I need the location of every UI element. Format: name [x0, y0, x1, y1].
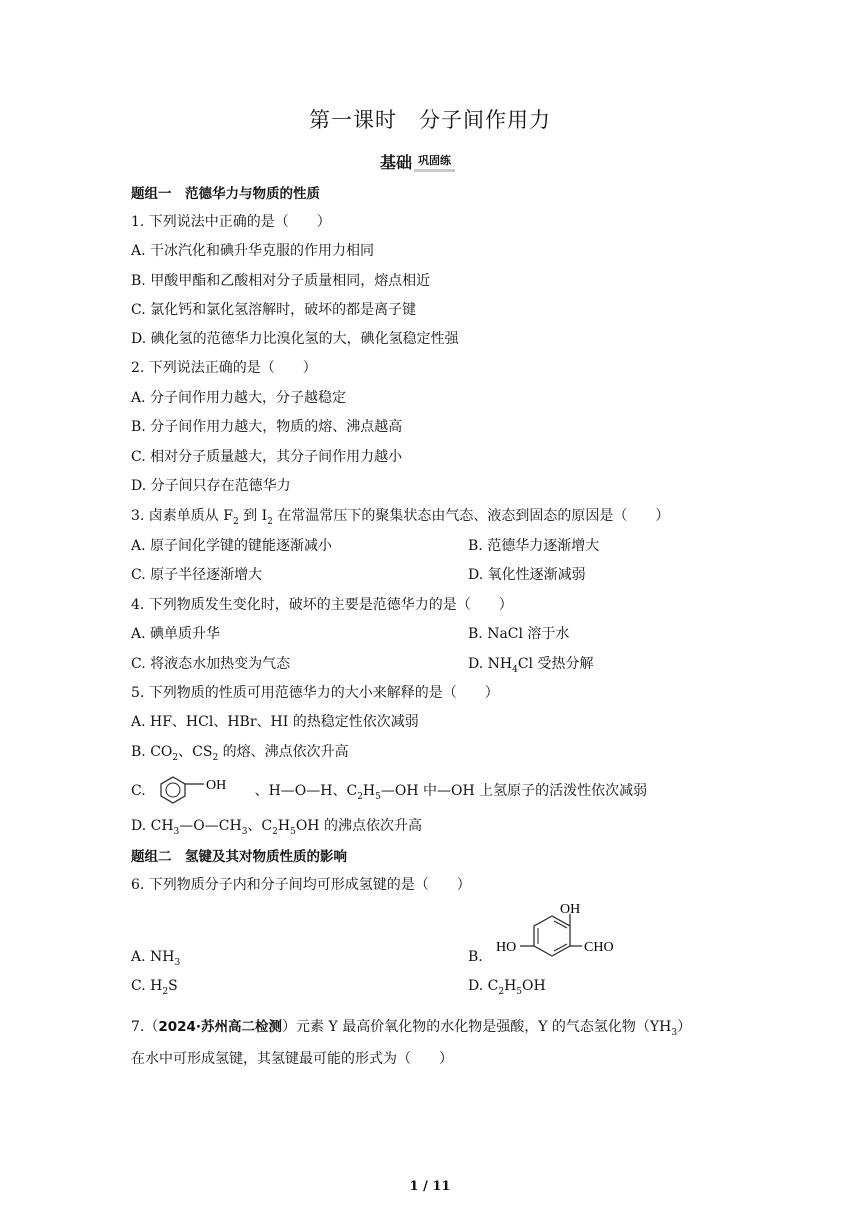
- b-oh-top-label: OH: [560, 902, 581, 917]
- q6-option-b: B.: [468, 949, 483, 965]
- dihydroxybenzaldehyde-structure: [490, 898, 630, 974]
- q1-option-a: A. 干冰汽化和碘升华克服的作用力相同: [131, 243, 375, 259]
- q6-option-c: C. $H_2S$: [131, 978, 178, 997]
- q3-option-b: B. 范德华力逐渐增大: [468, 538, 600, 554]
- q5-option-d: D. $CH_3—O—CH_3$、$C_2H_5OH$ 的沸点依次升高: [131, 818, 422, 837]
- q5-option-a: A. HF、HCl、HBr、HI 的热稳定性依次减弱: [131, 714, 419, 730]
- page-number: 1 / 11: [409, 1179, 451, 1194]
- page-title: 第一课时 分子间作用力: [309, 108, 551, 132]
- q2-option-b: B. 分子间作用力越大，物质的熔、沸点越高: [131, 419, 403, 435]
- group-heading-2: 题组二 氢键及其对物质性质的影响: [131, 849, 347, 865]
- q2-option-a: A. 分子间作用力越大，分子越稳定: [131, 390, 347, 406]
- q5-stem: 5. 下列物质的性质可用范德华力的大小来解释的是（ ）: [131, 685, 499, 701]
- q2-option-d: D. 分子间只存在范德华力: [131, 478, 291, 494]
- phenol-structure: [158, 774, 246, 808]
- q2-stem: 2. 下列说法正确的是（ ）: [131, 360, 317, 376]
- q1-option-b: B. 甲酸甲酯和乙酸相对分子质量相同，熔点相近: [131, 273, 431, 289]
- phenol-oh-label: OH: [206, 778, 227, 793]
- badge-sub: 巩固练: [414, 151, 455, 172]
- q3-option-c: C. 原子半径逐渐增大: [131, 567, 263, 583]
- q1-stem: 1. 下列说法中正确的是（ ）: [131, 214, 331, 230]
- q5-option-b: B. $CO_2$、$CS_2$ 的熔、沸点依次升高: [131, 744, 349, 763]
- q4-option-a: A. 碘单质升华: [131, 626, 221, 642]
- section-badge: [380, 150, 455, 172]
- q1-option-c: C. 氯化钙和氯化氢溶解时，破坏的都是离子键: [131, 302, 417, 318]
- q6-stem: 6. 下列物质分子内和分子间均可形成氢键的是（ ）: [131, 877, 471, 893]
- b-ho-label: HO: [496, 940, 517, 955]
- q6-option-d: D. $C_2H_5OH$: [468, 978, 546, 997]
- q4-option-d: D. $NH_4Cl$ 受热分解: [468, 656, 594, 675]
- q7-line-1: 7.（2024·苏州高二检测）元素 Y 最高价氧化物的水化物是强酸，Y 的气态氢化物$(YH_3)$: [131, 1019, 692, 1038]
- q4-stem: 4. 下列物质发生变化时，破坏的主要是范德华力的是（ ）: [131, 597, 513, 613]
- badge-main: 基础: [380, 152, 413, 172]
- q3-option-d: D. 氧化性逐渐减弱: [468, 567, 586, 583]
- group-heading-1: 题组一 范德华力与物质的性质: [131, 186, 320, 202]
- q7-line-2: 在水中可形成氢键，其氢键最可能的形式为（ ）: [131, 1051, 453, 1067]
- q4-option-b: B. NaCl 溶于水: [468, 626, 570, 642]
- q1-option-d: D. 碘化氢的范德华力比溴化氢的大，碘化氢稳定性强: [131, 331, 459, 347]
- q6-option-a: A. $NH_3$: [131, 949, 181, 968]
- q3-option-a: A. 原子间化学键的键能逐渐减小: [131, 538, 333, 554]
- q7-source: 2024·苏州高二检测: [158, 1019, 283, 1035]
- q5-option-c: C. OH 、H—O—H、$C_2H_5—OH$ 中—OH 上氢原子的活泼性依次减弱: [131, 774, 647, 808]
- b-cho-label: CHO: [584, 940, 614, 955]
- q2-option-c: C. 相对分子质量越大，其分子间作用力越小: [131, 449, 403, 465]
- q4-option-c: C. 将液态水加热变为气态: [131, 656, 291, 672]
- q3-stem: 3. 卤素单质从 $F_2$ 到 $I_2$ 在常温常压下的聚集状态由气态、液态到固态的原因是（ ）: [131, 508, 670, 527]
